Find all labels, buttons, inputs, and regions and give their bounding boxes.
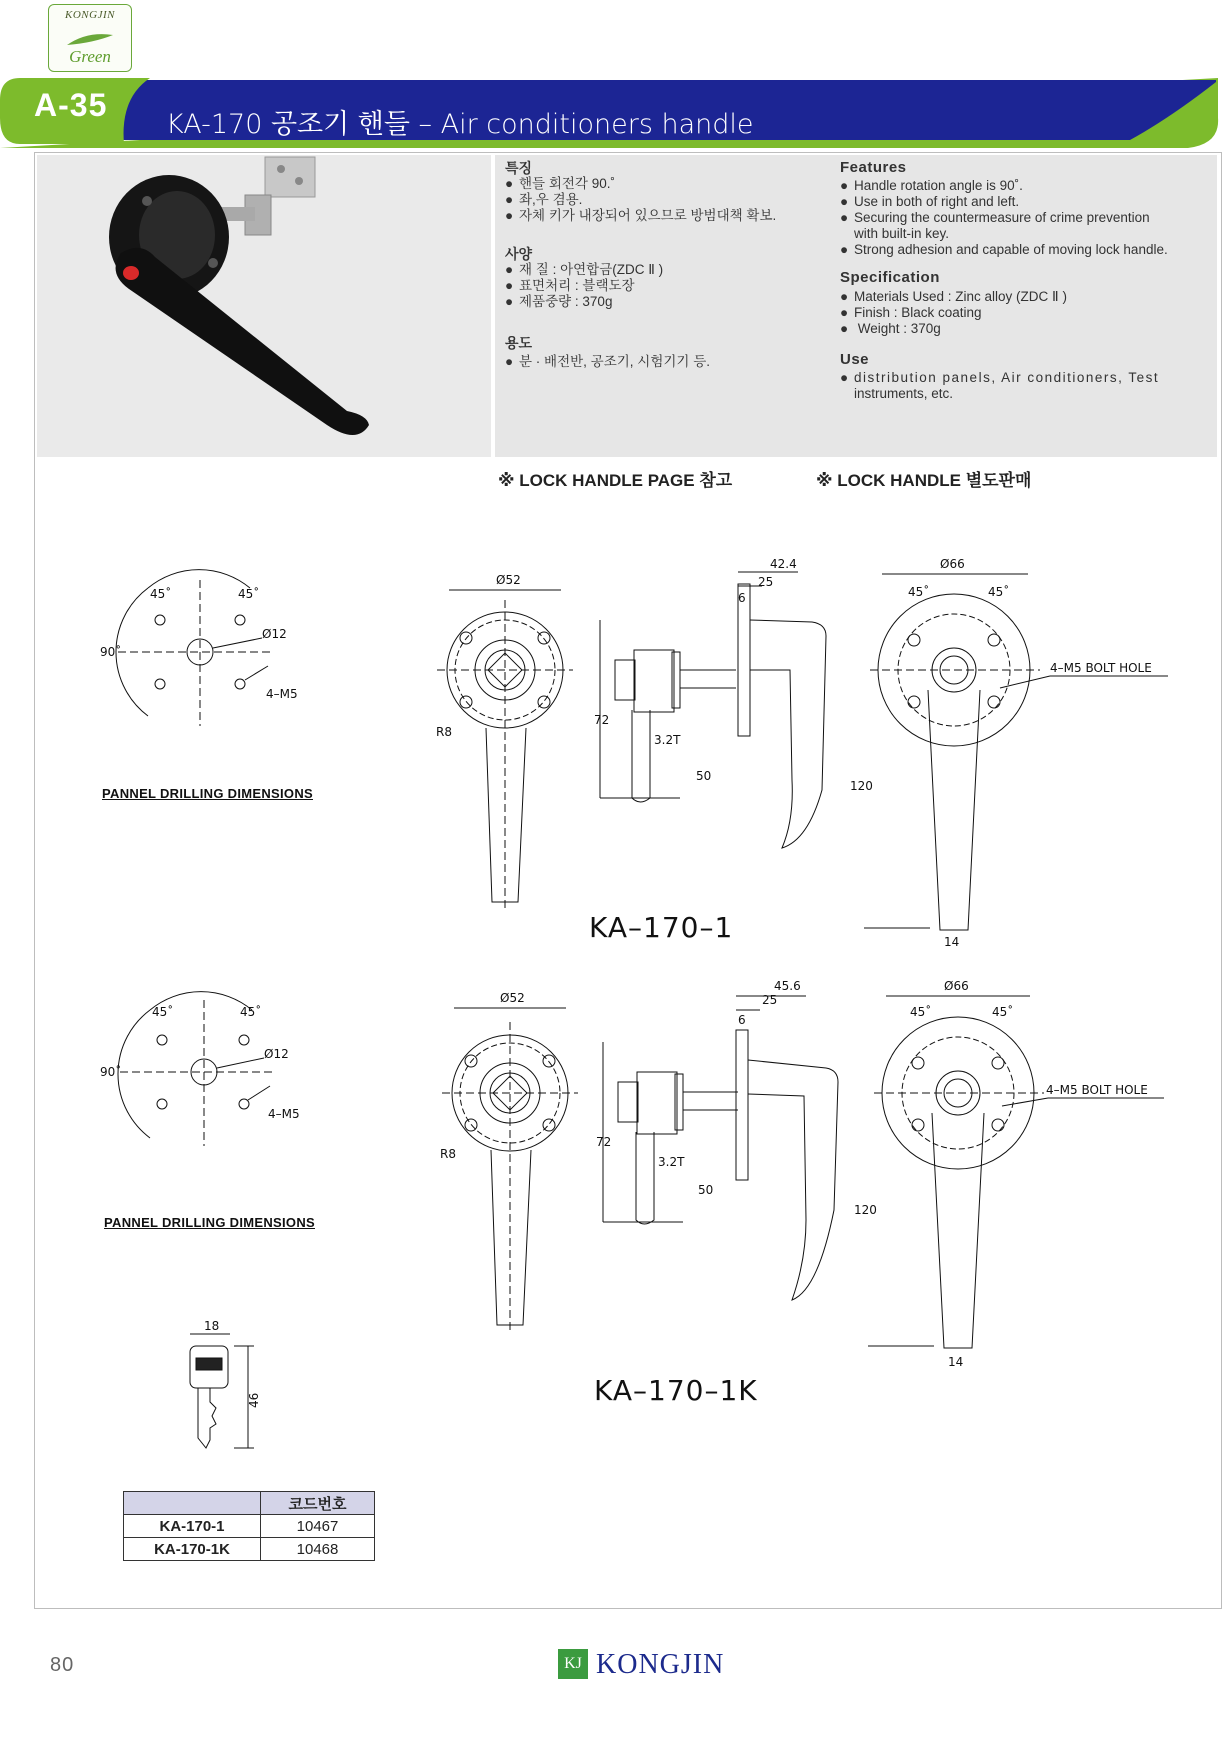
list-item: ● 표면처리 : 블랙도장 bbox=[505, 278, 635, 293]
dim-screws: 4–M5 bbox=[266, 687, 298, 701]
logo-text-top: KONGJIN bbox=[65, 9, 115, 21]
dim-3-2: 3.2T bbox=[654, 733, 681, 747]
table-row bbox=[124, 1515, 375, 1538]
page-number: 80 bbox=[50, 1654, 75, 1676]
list-item: ● Weight : 370g bbox=[840, 321, 941, 336]
features-kr-list bbox=[505, 176, 776, 224]
list-item: ● Strong adhesion and capable of moving lock handle. bbox=[840, 242, 1168, 257]
dim-hole: Ø12 bbox=[264, 1047, 289, 1061]
dim-6: 6 bbox=[738, 1013, 746, 1027]
list-item: ● 자체 키가 내장되어 있으므로 방범대책 확보. bbox=[505, 208, 777, 223]
table-cell-code: 10468 bbox=[261, 1538, 375, 1561]
list-item: instruments, etc. bbox=[854, 386, 954, 401]
table-cell-code: 10467 bbox=[261, 1515, 375, 1538]
note-lock-handle-page: ※ LOCK HANDLE PAGE 참고 bbox=[498, 471, 733, 490]
dim-50: 50 bbox=[696, 769, 712, 783]
features-en-list bbox=[840, 178, 1168, 258]
dim-dia66: Ø66 bbox=[944, 979, 969, 993]
list-item: ● 좌,우 겸용. bbox=[505, 192, 583, 207]
dim-angle-2: 45˚ bbox=[240, 1005, 262, 1019]
spec-kr-list bbox=[505, 262, 663, 310]
list-item: ● 제품중량 : 370g bbox=[505, 294, 613, 309]
list-item: ● Materials Used : Zinc alloy (ZDC Ⅱ ) bbox=[840, 289, 1067, 304]
spec-en-heading: Specification bbox=[840, 269, 940, 286]
dim-hole: Ø12 bbox=[262, 627, 287, 641]
dim-r8: R8 bbox=[436, 725, 452, 739]
note-lock-handle-sold-separately: ※ LOCK HANDLE 별도판매 bbox=[816, 471, 1032, 490]
dim-dia52: Ø52 bbox=[496, 573, 521, 587]
logo-text-bottom: Green bbox=[69, 47, 111, 66]
dim-angle-rear-1: 45˚ bbox=[910, 1005, 932, 1019]
key-width-dim: 18 bbox=[204, 1319, 220, 1333]
dim-angle-1: 45˚ bbox=[152, 1005, 174, 1019]
list-item: with built-in key. bbox=[854, 226, 950, 241]
pannel-drilling-title-1: PANNEL DRILLING DIMENSIONS bbox=[102, 786, 313, 801]
use-en-heading: Use bbox=[840, 351, 870, 368]
dim-42-4: 42.4 bbox=[770, 557, 797, 571]
page-title: KA-170 공조기 핸들 – Air conditioners handle bbox=[166, 109, 754, 140]
leaf-icon bbox=[63, 29, 117, 49]
dim-25: 25 bbox=[762, 993, 778, 1007]
dim-r8: R8 bbox=[440, 1147, 456, 1161]
dim-angle-rear-1: 45˚ bbox=[908, 585, 930, 599]
dim-25: 25 bbox=[758, 575, 774, 589]
list-item: ● 분 · 배전반, 공조기, 시험기기 등. bbox=[505, 354, 710, 369]
dim-14: 14 bbox=[944, 935, 960, 949]
dim-3-2: 3.2T bbox=[658, 1155, 685, 1169]
use-en-list bbox=[840, 370, 1159, 402]
brand-logo bbox=[48, 4, 132, 72]
code-table bbox=[123, 1491, 375, 1561]
list-item: ● Handle rotation angle is 90˚. bbox=[840, 178, 1023, 193]
model-name-2: KA–170–1K bbox=[594, 1374, 758, 1407]
footer-brand-name: KONGJIN bbox=[596, 1649, 725, 1680]
dim-bolt-hole: 4–M5 BOLT HOLE bbox=[1050, 661, 1152, 675]
table-cell-model: KA-170-1K bbox=[124, 1538, 261, 1561]
spec-en-list bbox=[840, 289, 1067, 337]
dim-dia66: Ø66 bbox=[940, 557, 965, 571]
dim-angle-vertical: 90˚ bbox=[100, 645, 122, 659]
spec-kr-heading: 사양 bbox=[505, 246, 533, 262]
dim-angle-vertical: 90˚ bbox=[100, 1065, 122, 1079]
dim-screws: 4–M5 bbox=[268, 1107, 300, 1121]
list-item: ● Finish : Black coating bbox=[840, 305, 982, 320]
features-en-heading: Features bbox=[840, 159, 907, 176]
table-header-cell bbox=[124, 1492, 261, 1515]
dim-angle-rear-2: 45˚ bbox=[988, 585, 1010, 599]
dim-angle-rear-2: 45˚ bbox=[992, 1005, 1014, 1019]
use-kr-list bbox=[505, 354, 710, 370]
dim-angle-1: 45˚ bbox=[150, 587, 172, 601]
model-name-1: KA–170–1 bbox=[589, 911, 734, 944]
dim-6: 6 bbox=[738, 591, 746, 605]
footer-logo-icon: KJ bbox=[558, 1649, 588, 1679]
page-code: A-35 bbox=[34, 87, 108, 123]
dim-120: 120 bbox=[850, 779, 873, 793]
product-photo bbox=[37, 155, 491, 457]
key-drawing bbox=[180, 1318, 280, 1458]
pannel-drilling-title-2: PANNEL DRILLING DIMENSIONS bbox=[104, 1215, 315, 1230]
dim-50: 50 bbox=[698, 1183, 714, 1197]
key-height-dim: 46 bbox=[247, 1392, 261, 1408]
table-header-row bbox=[124, 1492, 375, 1515]
dim-angle-2: 45˚ bbox=[238, 587, 260, 601]
table-cell-model: KA-170-1 bbox=[124, 1515, 261, 1538]
drawing-ka-170-1k bbox=[0, 960, 1228, 1380]
list-item: ● 핸들 회전각 90.˚ bbox=[505, 176, 615, 191]
list-item: ● 재 질 : 아연합금(ZDC Ⅱ ) bbox=[505, 262, 664, 277]
dim-120: 120 bbox=[854, 1203, 877, 1217]
use-kr-heading: 용도 bbox=[505, 335, 533, 351]
features-kr-heading: 특징 bbox=[505, 160, 533, 176]
list-item: ● Securing the countermeasure of crime prevention bbox=[840, 210, 1150, 225]
drawing-ka-170-1 bbox=[0, 540, 1228, 960]
list-item: ● Use in both of right and left. bbox=[840, 194, 1020, 209]
table-row bbox=[124, 1538, 375, 1561]
dim-45-6: 45.6 bbox=[774, 979, 801, 993]
list-item: ● distribution panels, Air conditioners, Test bbox=[840, 370, 1160, 385]
dim-bolt-hole: 4–M5 BOLT HOLE bbox=[1046, 1083, 1148, 1097]
dim-72: 72 bbox=[596, 1135, 612, 1149]
dim-dia52: Ø52 bbox=[500, 991, 525, 1005]
dim-72: 72 bbox=[594, 713, 610, 727]
handle-photo-illustration bbox=[37, 155, 491, 457]
table-header-cell: 코드번호 bbox=[261, 1492, 375, 1515]
dim-14: 14 bbox=[948, 1355, 964, 1369]
